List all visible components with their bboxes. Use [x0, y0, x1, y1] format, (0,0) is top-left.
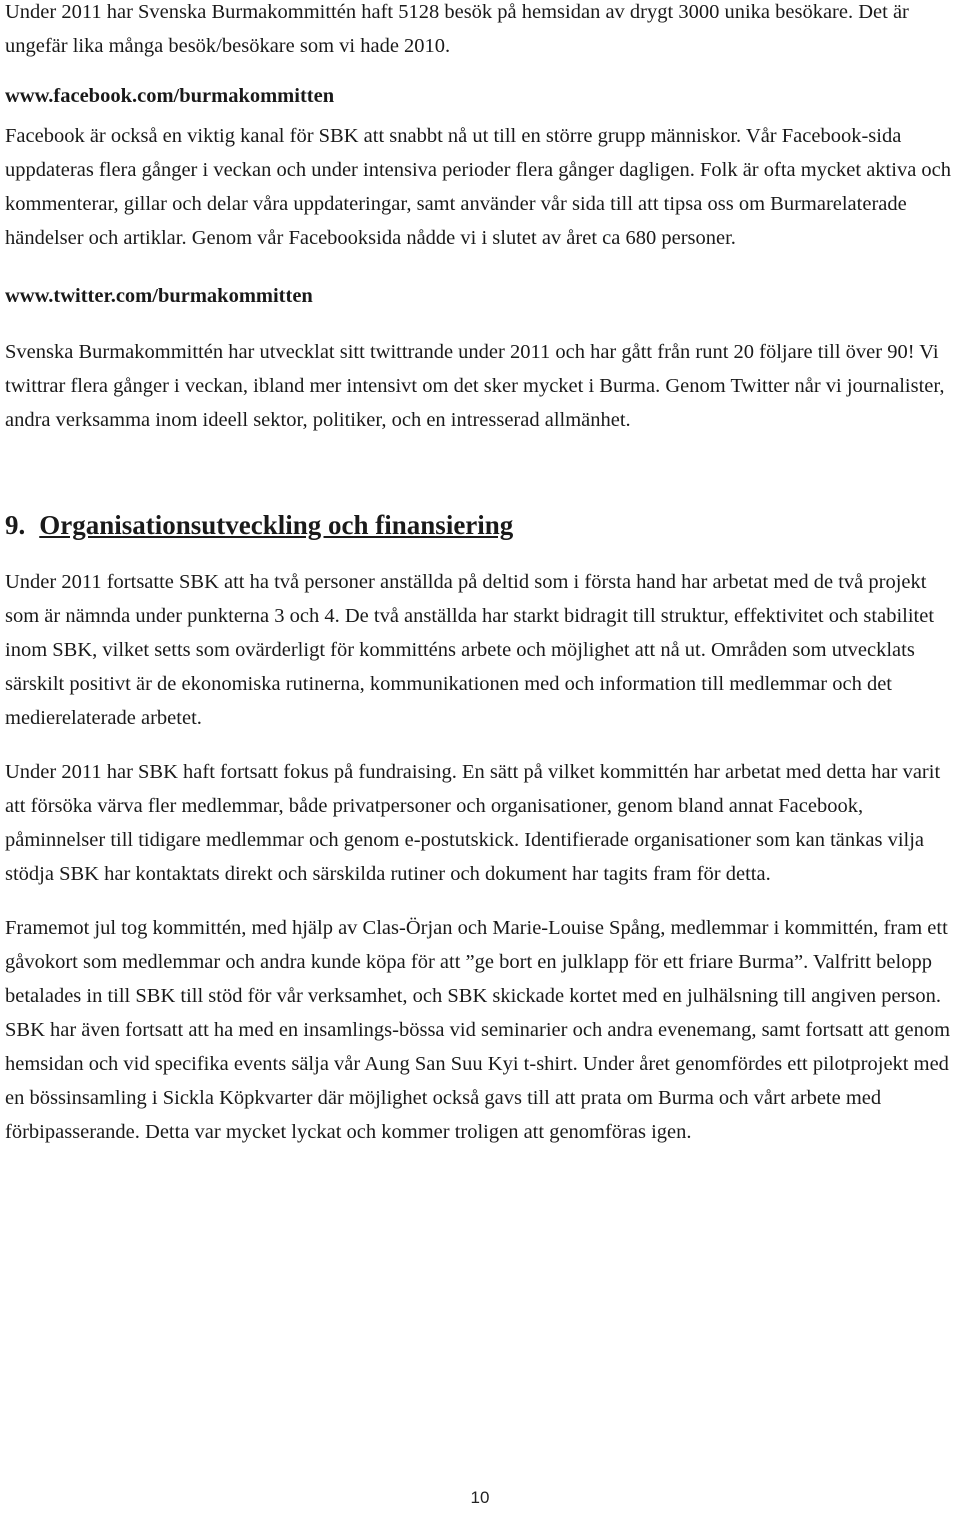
facebook-paragraph: Facebook är också en viktig kanal för SBK att snabbt nå ut till en större grupp människor. Vår Facebook-sida uppdateras flera gånger i veckan och under intensiva perioder flera gånger dagligen. Folk är ofta mycket aktiva och kommenterar, gillar och delar våra uppdateringar, samt använder vår sida till att tipsa oss om Burmarelaterade händelser och artiklar. Genom vår Facebooksida nådde vi i slutet av året ca 680 personer. — [5, 125, 952, 249]
page-number: 10 — [470, 1488, 490, 1507]
twitter-paragraph: Svenska Burmakommittén har utvecklat sitt twittrande under 2011 och har gått från runt 20 följare till över 90! Vi twittrar flera gånger i veckan, ibland mer intensivt om det sker mycket i Burma. Genom Twitter når vi journalister, andra verksamma inom ideell sektor, politiker, och en intresserad allmänhet. — [5, 341, 945, 431]
section-paragraph-2: Under 2011 har SBK haft fortsatt fokus på fundraising. En sätt på vilket kommittén har arbetat med detta har varit att försöka värva fler medlemmar, både privatpersoner och organisationer, genom bland annat Facebook, påminnelser till tidigare medlemmar och genom e-postutskick. Identifierade organisationer som kan tänkas vilja stödja SBK har kontaktats direkt och särskilda rutiner och dokument har tagits fram för detta. — [5, 761, 941, 885]
section-paragraph-3: Framemot jul tog kommittén, med hjälp av Clas-Örjan och Marie-Louise Spång, medlemmar i kommittén, fram ett gåvokort som medlemmar och andra kunde köpa för att ”ge bort en julklapp för ett friare Burma”. Valfritt belopp betalades in till SBK till stöd för vår verksamhet, och SBK skickade kortet med en julhälsning till angiven person. SBK har även fortsatt att ha med en insamlings-bössa vid seminarier och andra evenemang, samt fortsatt att genom hemsidan och vid specifika events sälja vår Aung San Suu Kyi t-shirt. Under året genomfördes ett pilotprojekt med en bössinsamling i Sickla Köpkvarter där möjlighet också gavs till att prata om Burma och vårt arbete med förbipasserande. Detta var mycket lyckat och kommer troligen att genomföras igen. — [5, 917, 951, 1143]
section-paragraph-1: Under 2011 fortsatte SBK att ha två personer anställda på deltid som i första hand har arbetat med de två projekt som är nämnda under punkterna 3 och 4. De två anställda har starkt bidragit till struktur, effektivitet och stabilitet inom SBK, vilket setts som ovärderligt för kommitténs arbete och möjlighet att nå ut. Områden som utvecklats särskilt positivt är de ekonomiska rutinerna, kommunikationen med och information till medlemmar och det medierelaterade arbetet. — [5, 571, 935, 729]
section-title: Organisationsutveckling och finansiering — [39, 510, 514, 540]
document-page — [5, 0, 957, 1149]
intro-paragraph: Under 2011 har Svenska Burmakommittén haft 5128 besök på hemsidan av drygt 3000 unika besökare. Det är ungefär lika många besök/besökare som vi hade 2010. — [5, 1, 909, 57]
facebook-url: www.facebook.com/burmakommitten — [5, 85, 335, 107]
section-number: 9. — [5, 510, 26, 540]
section-heading — [5, 507, 957, 543]
twitter-url: www.twitter.com/burmakommitten — [5, 285, 313, 307]
